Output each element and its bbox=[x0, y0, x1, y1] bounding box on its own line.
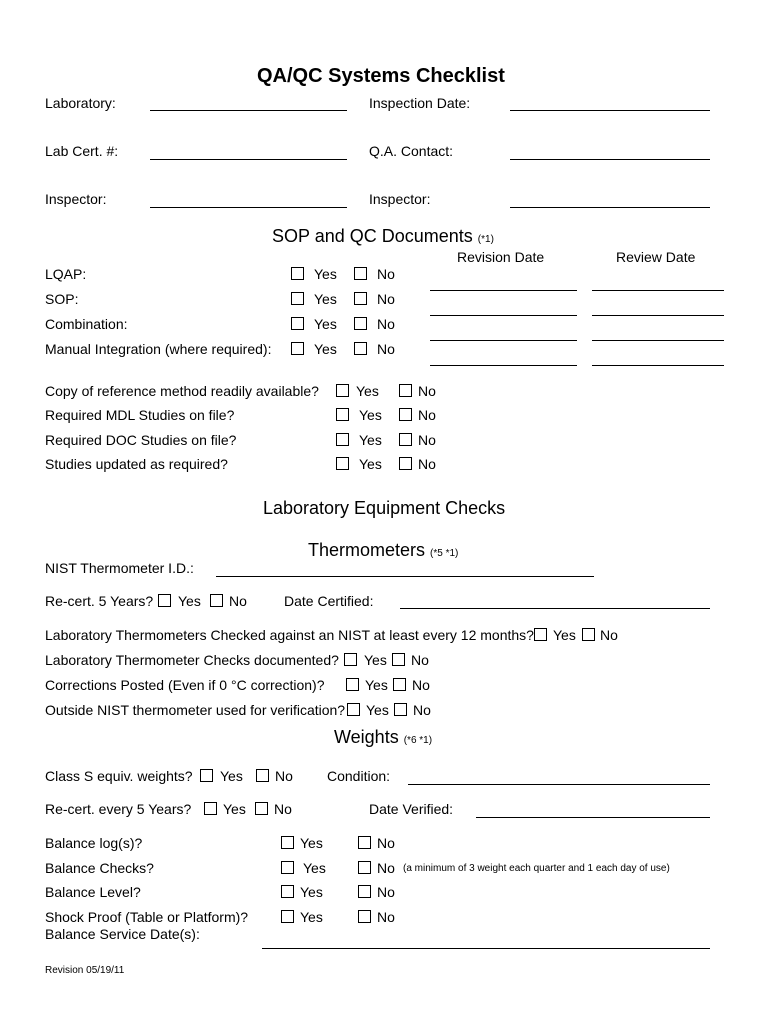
page-title: QA/QC Systems Checklist bbox=[257, 65, 505, 87]
no-label: No bbox=[418, 383, 436, 399]
yes-label: Yes bbox=[314, 316, 337, 332]
no-label: No bbox=[377, 291, 395, 307]
thermometer-documented-no-checkbox[interactable] bbox=[392, 653, 405, 666]
inspection-date-field[interactable] bbox=[510, 110, 710, 111]
weights-heading: Weights (*6 *1) bbox=[334, 727, 433, 747]
condition-field[interactable] bbox=[408, 784, 710, 785]
yes-label: Yes bbox=[314, 266, 337, 282]
yes-label: Yes bbox=[178, 593, 201, 609]
manual-integration-revision-field[interactable] bbox=[430, 365, 577, 366]
no-label: No bbox=[418, 407, 436, 423]
no-label: No bbox=[413, 702, 431, 718]
yes-label: Yes bbox=[314, 291, 337, 307]
lqap-yes-checkbox[interactable] bbox=[291, 267, 304, 280]
weights-recert-label: Re-cert. every 5 Years? bbox=[45, 801, 192, 817]
nist-id-field[interactable] bbox=[216, 576, 594, 577]
laboratory-label: Laboratory: bbox=[45, 95, 116, 111]
reference-row-label: Required DOC Studies on file? bbox=[45, 432, 237, 448]
balance-checks-yes-checkbox[interactable] bbox=[281, 861, 294, 874]
inspector-label-1: Inspector: bbox=[45, 191, 107, 207]
corrections-posted-yes-checkbox[interactable] bbox=[346, 678, 359, 691]
thermometers-checked-yes-checkbox[interactable] bbox=[534, 628, 547, 641]
revision-footer: Revision 05/19/11 bbox=[45, 965, 125, 976]
manual-integration-yes-checkbox[interactable] bbox=[291, 342, 304, 355]
sop-no-checkbox[interactable] bbox=[354, 292, 367, 305]
thermometer-documented-yes-checkbox[interactable] bbox=[344, 653, 357, 666]
equipment-heading: Laboratory Equipment Checks bbox=[263, 498, 506, 518]
thermometers-heading: Thermometers (*5 *1) bbox=[308, 540, 459, 560]
sop-revision-field[interactable] bbox=[430, 315, 577, 316]
combination-no-checkbox[interactable] bbox=[354, 317, 367, 330]
class-s-yes-checkbox[interactable] bbox=[200, 769, 213, 782]
thermometer-recert-no-checkbox[interactable] bbox=[210, 594, 223, 607]
yes-label: Yes bbox=[220, 768, 243, 784]
sop-row-label: Manual Integration (where required): bbox=[45, 341, 272, 357]
no-label: No bbox=[377, 860, 395, 876]
mdl-studies-no-checkbox[interactable] bbox=[399, 408, 412, 421]
shock-proof-no-checkbox[interactable] bbox=[358, 910, 371, 923]
nist-id-label: NIST Thermometer I.D.: bbox=[45, 560, 194, 576]
no-label: No bbox=[377, 266, 395, 282]
yes-label: Yes bbox=[359, 456, 382, 472]
sop-review-field[interactable] bbox=[592, 315, 724, 316]
manual-integration-review-field[interactable] bbox=[592, 365, 724, 366]
no-label: No bbox=[377, 316, 395, 332]
balance-service-dates-label: Balance Service Date(s): bbox=[45, 926, 200, 942]
yes-label: Yes bbox=[359, 432, 382, 448]
studies-updated-no-checkbox[interactable] bbox=[399, 457, 412, 470]
yes-label: Yes bbox=[366, 702, 389, 718]
no-label: No bbox=[275, 768, 293, 784]
no-label: No bbox=[377, 909, 395, 925]
corrections-posted-no-checkbox[interactable] bbox=[393, 678, 406, 691]
no-label: No bbox=[418, 432, 436, 448]
class-s-no-checkbox[interactable] bbox=[256, 769, 269, 782]
laboratory-field[interactable] bbox=[150, 110, 347, 111]
balance-log-yes-checkbox[interactable] bbox=[281, 836, 294, 849]
yes-label: Yes bbox=[356, 383, 379, 399]
balance-level-no-checkbox[interactable] bbox=[358, 885, 371, 898]
sop-row-label: LQAP: bbox=[45, 266, 87, 282]
thermometer-recert-yes-checkbox[interactable] bbox=[158, 594, 171, 607]
mdl-studies-yes-checkbox[interactable] bbox=[336, 408, 349, 421]
yes-label: Yes bbox=[223, 801, 246, 817]
yes-label: Yes bbox=[300, 835, 323, 851]
no-label: No bbox=[377, 884, 395, 900]
inspector-label-2: Inspector: bbox=[369, 191, 431, 207]
reference-method-no-checkbox[interactable] bbox=[399, 384, 412, 397]
combination-yes-checkbox[interactable] bbox=[291, 317, 304, 330]
recert-5-years-label: Re-cert. 5 Years? bbox=[45, 593, 154, 609]
thermometer-row-label: Laboratory Thermometers Checked against an NIST at least every 12 months? bbox=[45, 627, 534, 643]
sop-row-label: SOP: bbox=[45, 291, 79, 307]
balance-row-label: Shock Proof (Table or Platform)? bbox=[45, 909, 249, 925]
balance-checks-note: (a minimum of 3 weight each quarter and 1 each day of use) bbox=[403, 863, 670, 874]
yes-label: Yes bbox=[359, 407, 382, 423]
inspection-date-label: Inspection Date: bbox=[369, 95, 471, 111]
sop-heading: SOP and QC Documents (*1) bbox=[272, 226, 494, 246]
no-label: No bbox=[411, 652, 429, 668]
outside-nist-no-checkbox[interactable] bbox=[394, 703, 407, 716]
yes-label: Yes bbox=[553, 627, 576, 643]
sop-yes-checkbox[interactable] bbox=[291, 292, 304, 305]
condition-label: Condition: bbox=[327, 768, 391, 784]
class-s-label: Class S equiv. weights? bbox=[45, 768, 193, 784]
weights-recert-yes-checkbox[interactable] bbox=[204, 802, 217, 815]
no-label: No bbox=[377, 341, 395, 357]
lqap-review-field[interactable] bbox=[592, 290, 724, 291]
no-label: No bbox=[600, 627, 618, 643]
weights-recert-no-checkbox[interactable] bbox=[255, 802, 268, 815]
date-certified-field[interactable] bbox=[400, 608, 710, 609]
date-verified-label: Date Verified: bbox=[369, 801, 454, 817]
outside-nist-yes-checkbox[interactable] bbox=[347, 703, 360, 716]
lqap-no-checkbox[interactable] bbox=[354, 267, 367, 280]
thermometer-row-label: Outside NIST thermometer used for verification? bbox=[45, 702, 346, 718]
no-label: No bbox=[412, 677, 430, 693]
reference-method-yes-checkbox[interactable] bbox=[336, 384, 349, 397]
lqap-revision-field[interactable] bbox=[430, 290, 577, 291]
balance-row-label: Balance Checks? bbox=[45, 860, 154, 876]
balance-service-dates-field[interactable] bbox=[262, 948, 710, 949]
review-date-header: Review Date bbox=[616, 249, 696, 265]
yes-label: Yes bbox=[300, 909, 323, 925]
yes-label: Yes bbox=[303, 860, 326, 876]
thermometers-checked-no-checkbox[interactable] bbox=[582, 628, 595, 641]
date-certified-label: Date Certified: bbox=[284, 593, 374, 609]
yes-label: Yes bbox=[300, 884, 323, 900]
sop-row-label: Combination: bbox=[45, 316, 128, 332]
combination-revision-field[interactable] bbox=[430, 340, 577, 341]
thermometer-row-label: Corrections Posted (Even if 0 °C correction)? bbox=[45, 677, 325, 693]
balance-row-label: Balance log(s)? bbox=[45, 835, 143, 851]
doc-studies-no-checkbox[interactable] bbox=[399, 433, 412, 446]
balance-row-label: Balance Level? bbox=[45, 884, 141, 900]
doc-studies-yes-checkbox[interactable] bbox=[336, 433, 349, 446]
yes-label: Yes bbox=[314, 341, 337, 357]
revision-date-header: Revision Date bbox=[457, 249, 545, 265]
qa-contact-label: Q.A. Contact: bbox=[369, 143, 454, 159]
studies-updated-yes-checkbox[interactable] bbox=[336, 457, 349, 470]
balance-level-yes-checkbox[interactable] bbox=[281, 885, 294, 898]
inspector-field-2[interactable] bbox=[510, 207, 710, 208]
thermometer-row-label: Laboratory Thermometer Checks documented? bbox=[45, 652, 339, 668]
no-label: No bbox=[229, 593, 247, 609]
date-verified-field[interactable] bbox=[476, 817, 710, 818]
no-label: No bbox=[418, 456, 436, 472]
no-label: No bbox=[274, 801, 292, 817]
lab-cert-label: Lab Cert. #: bbox=[45, 143, 119, 159]
reference-row-label: Copy of reference method readily available? bbox=[45, 383, 319, 399]
shock-proof-yes-checkbox[interactable] bbox=[281, 910, 294, 923]
balance-checks-no-checkbox[interactable] bbox=[358, 861, 371, 874]
combination-review-field[interactable] bbox=[592, 340, 724, 341]
lab-cert-field[interactable] bbox=[150, 159, 347, 160]
qa-contact-field[interactable] bbox=[510, 159, 710, 160]
reference-row-label: Studies updated as required? bbox=[45, 456, 228, 472]
inspector-field-1[interactable] bbox=[150, 207, 347, 208]
reference-row-label: Required MDL Studies on file? bbox=[45, 407, 235, 423]
no-label: No bbox=[377, 835, 395, 851]
balance-log-no-checkbox[interactable] bbox=[358, 836, 371, 849]
yes-label: Yes bbox=[364, 652, 387, 668]
manual-integration-no-checkbox[interactable] bbox=[354, 342, 367, 355]
yes-label: Yes bbox=[365, 677, 388, 693]
